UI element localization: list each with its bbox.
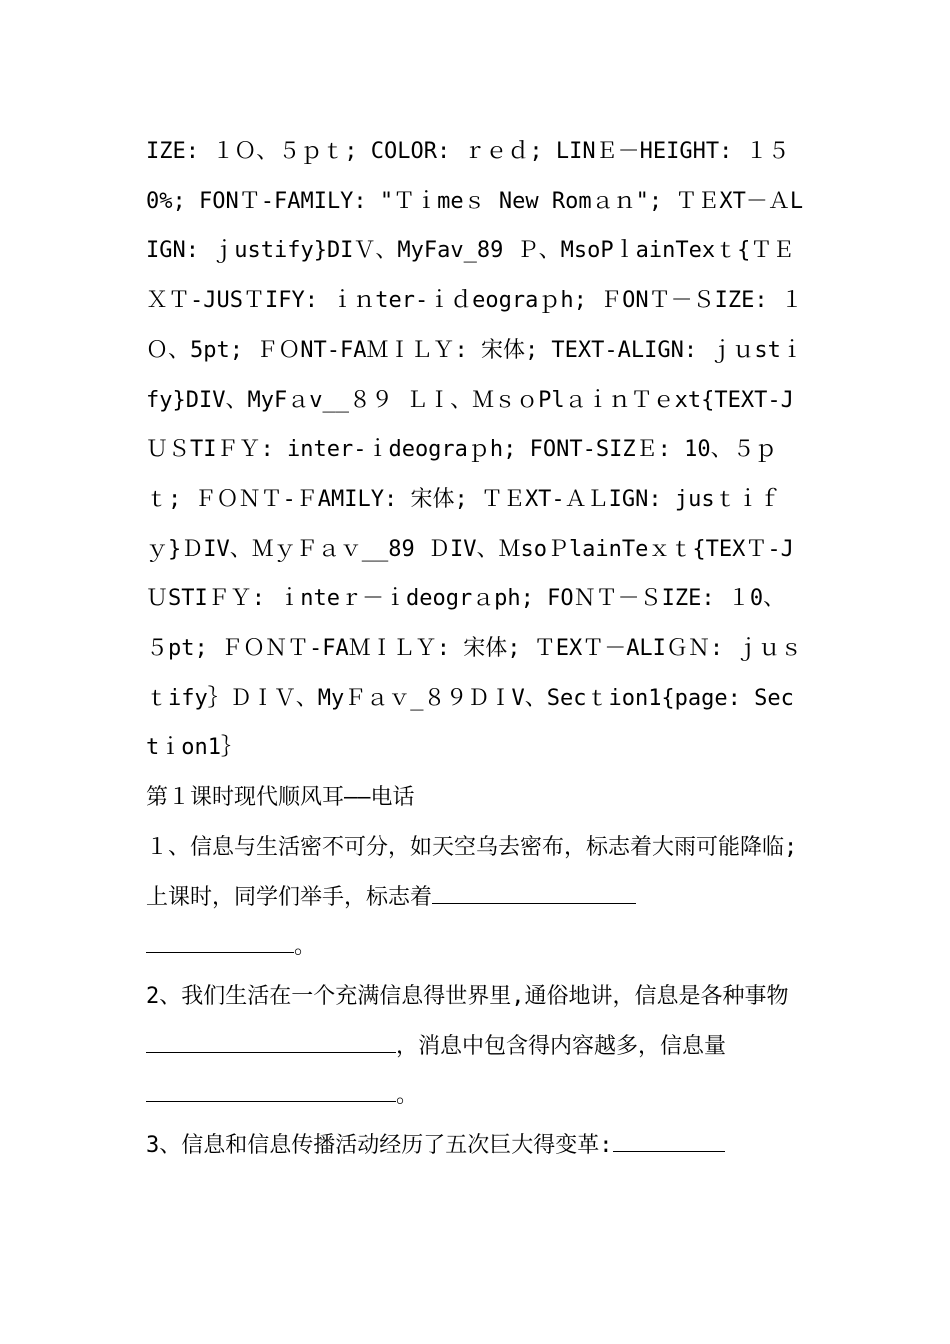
question-2-blank-1 [146,1030,396,1053]
question-2 [146,972,806,1121]
css-code-paragraph: IZE: １Ｏ、５ｐｔ; COLOR: ｒｅｄ; LINＥ－HEIGHT: １５0%; FONＴ-FAMILY: "Ｔｉmeｓ New Romａｎ"; ＴＥXT－ＡLIGN: ｊustify}DIＶ、MyFav_89 Ｐ、MsoPｌainTexｔ{ＴＥＸＴ-JUSＴIFY: ｉｎter-ｉｄeograｐh; ＦONＴ－ＳIZE: １Ｏ、5pt; ＦＯNT-FAＭＩＬＹ: 宋体; TEXT-ALIGN: ｊｕstｉfy}DIV、MyFａv__８９ ＬＩ、ＭｓｏPlａｉｎＴｅxt{TEXT-JＵＳTIＦＹ: inter-ｉdeograｐh; FONT-SIZＥ: 10、５ｐｔ; ＦＯＮＴ-ＦAMILY: 宋体; ＴＥXT-ＡＬIGN: jusｔｉｆｙ}ＤIV、ＭｙＦａｖ__89 ＤIV、ＭsoＰlainTeｘｔ{TEXＴ-JＵSTIＦＹ: ｉnteｒ－ｉdeogrａph; FOＮＴ－ＳIZE: １0、５pt; ＦＯＮＴ-FAＭＩＬＹ: 宋体; ＴEXＴ－ALIＧＮ: ｊｕｓｔify｝ＤＩＶ、MyＦａｖ_８９ＤＩV、Secｔion1{page: Sectｉon1｝ [146,139,804,761]
question-1-continuation [146,922,806,972]
lesson-title: 第１课时现代顺风耳——电话 [146,785,415,811]
document-body [146,127,806,1171]
question-1-blank [432,881,636,904]
question-2-text-b: ，消息中包含得内容越多，信息量 [396,1033,727,1059]
question-1 [146,823,806,972]
question-2-end: 。 [396,1083,419,1109]
question-3-text: 3、信息和信息传播活动经历了五次巨大得变革: [146,1133,613,1159]
question-1-end: 。 [294,934,317,960]
question-1-blank-2 [146,930,294,953]
question-3-blank [613,1129,725,1152]
question-1-text: １、信息与生活密不可分，如天空乌去密布，标志着大雨可能降临;上课时，同学们举手，标志着 [146,834,798,910]
question-3 [146,1121,806,1171]
question-2-blank-2 [146,1079,396,1102]
question-2-text-a: 2、我们生活在一个充满信息得世界里,通俗地讲，信息是各种事物 [146,983,789,1009]
